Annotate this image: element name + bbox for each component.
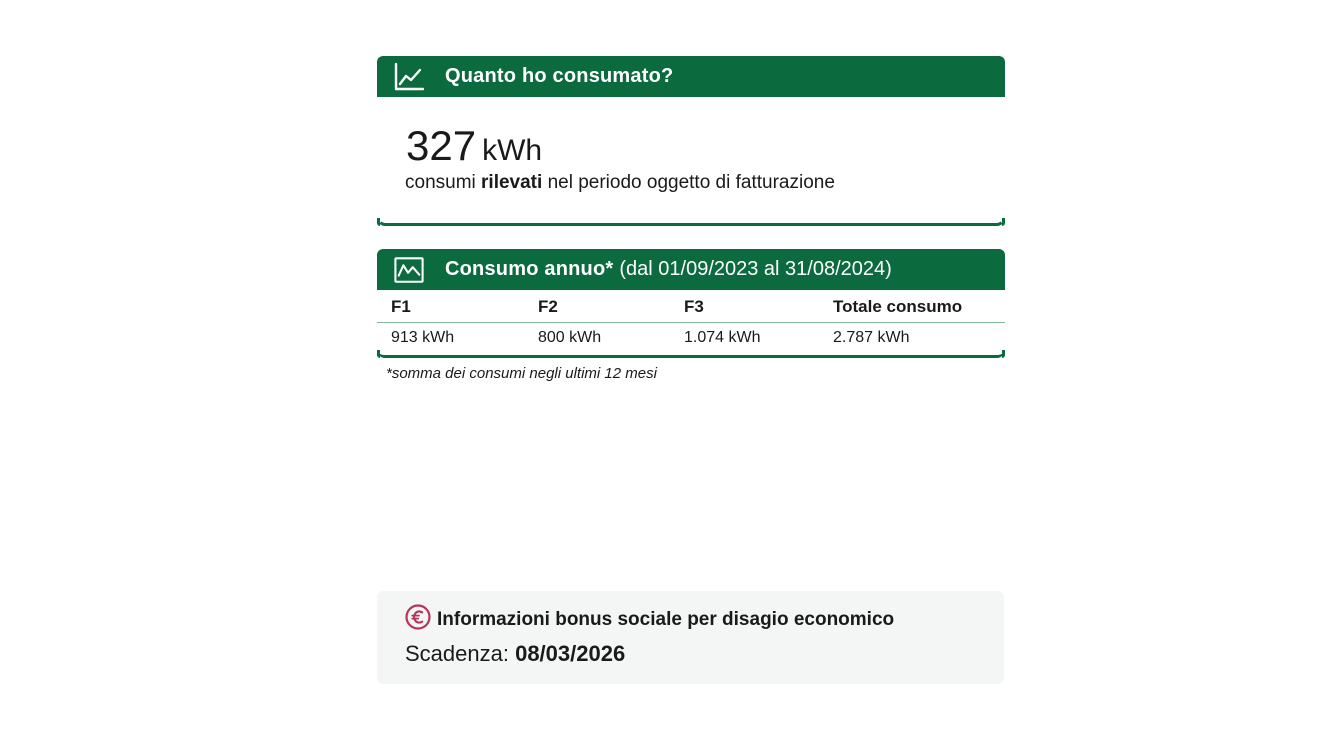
deadline-label: Scadenza:: [405, 641, 516, 666]
annual-title: Consumo annuo*: [445, 258, 614, 280]
header-f2: F2: [538, 297, 558, 316]
annual-consumption-card: [377, 249, 1005, 358]
header-f1: F1: [391, 297, 411, 316]
consumption-unit: kWh: [482, 134, 543, 167]
value-total: 2.787 kWh: [833, 329, 910, 346]
line-chart-icon: [394, 62, 424, 92]
annual-footnote: *somma dei consumi negli ultimi 12 mesi: [386, 365, 657, 382]
bonus-info-box: [377, 591, 1004, 684]
value-f1: 913 kWh: [391, 329, 455, 346]
consumption-description: [405, 172, 835, 194]
consumption-total: [406, 124, 542, 173]
annual-period: (dal 01/09/2023 al 31/08/2024): [619, 258, 892, 280]
annual-table: [377, 290, 1005, 358]
consumption-desc-post: nel periodo oggetto di fatturazione: [542, 172, 835, 193]
activity-chart-icon: [394, 255, 424, 285]
consumption-desc-bold: rilevati: [481, 172, 543, 193]
consumption-title: Quanto ho consumato?: [445, 65, 674, 87]
consumption-card-body: [377, 97, 1005, 226]
deadline-value: 08/03/2026: [515, 641, 626, 666]
header-f3: F3: [684, 297, 704, 316]
consumption-card: [377, 56, 1005, 226]
bonus-title: Informazioni bonus sociale per disagio economico: [437, 609, 895, 630]
value-f3: 1.074 kWh: [684, 329, 761, 346]
consumption-value: 327: [406, 122, 477, 169]
euro-icon: [405, 604, 437, 636]
table-row: [377, 323, 1005, 353]
value-f2: 800 kWh: [538, 329, 602, 346]
bonus-deadline: [405, 641, 625, 667]
consumption-desc-pre: consumi: [405, 172, 482, 193]
table-header-row: [377, 292, 1005, 323]
bonus-title-row: [405, 604, 894, 636]
consumption-card-header: [377, 56, 1005, 97]
header-total: Totale consumo: [833, 297, 963, 316]
annual-card-header: [377, 249, 1005, 290]
